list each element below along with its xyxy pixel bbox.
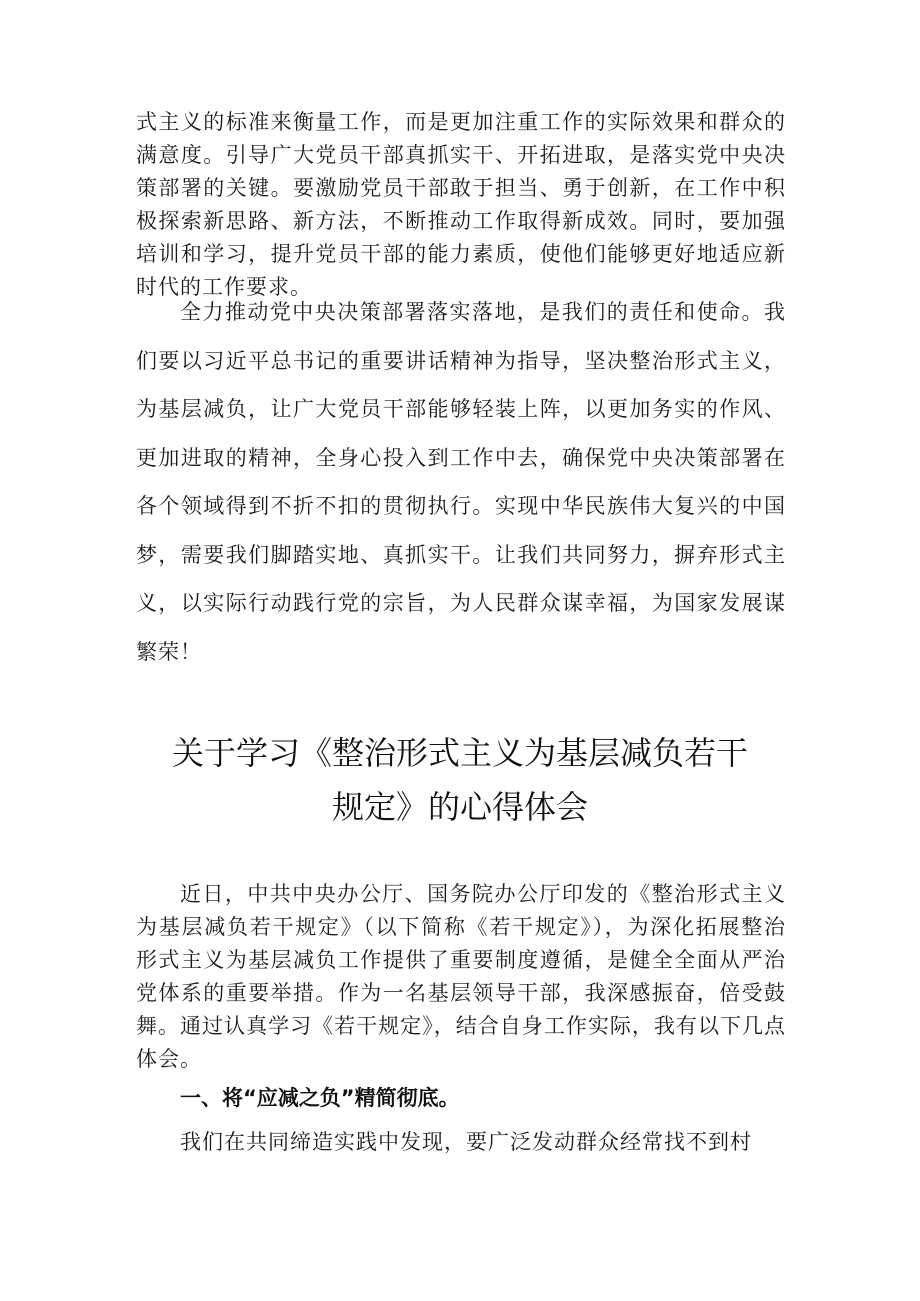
- title-line-1: 关于学习《整治形式主义为基层减负若干: [171, 734, 748, 772]
- document-title: [110, 726, 810, 834]
- section-heading-1: 一、将“应减之负”精简彻底。: [180, 1086, 460, 1110]
- body-paragraph-conclusion: 全力推动党中央决策部署落实落地，是我们的责任和使命。我们要以习近平总书记的重要讲话精神为指导，坚决整治形式主义，为基层减负，让广大党员干部能够轻装上阵，以更加务实的作风、更加进取的精神，全身心投入到工作中去，确保党中央决策部署在各个领域得到不折不扣的贯彻执行。实现中华民族伟大复兴的中国梦，需要我们脚踏实地、真抓实干。让我们共同努力，摒弃形式主义，以实际行动践行党的宗旨，为人民群众谋幸福，为国家发展谋繁荣！: [136, 300, 786, 664]
- body-paragraph-continued: 式主义的标准来衡量工作，而是更加注重工作的实际效果和群众的满意度。引导广大党员干部真抓实干、开拓进取，是落实党中央决策部署的关键。要激励党员干部敢于担当、勇于创新，在工作中积极探索新思路、新方法，不断推动工作取得新成效。同时，要加强培训和学习，提升党员干部的能力素质，使他们能够更好地适应新时代的工作要求。: [136, 110, 786, 299]
- title-line-2: 规定》的心得体会: [331, 788, 588, 826]
- body-paragraph-section-1: 我们在共同缔造实践中发现，要广泛发动群众经常找不到村: [180, 1130, 752, 1154]
- body-paragraph-intro: 近日，中共中央办公厅、国务院办公厅印发的《整治形式主义为基层减负若干规定》（以下简称《若干规定》），为深化拓展整治形式主义为基层减负工作提供了重要制度遵循，是健全全面从严治党体系的重要举措。作为一名基层领导干部，我深感振奋，倍受鼓舞。通过认真学习《若干规定》，结合自身工作实际，我有以下几点体会。: [136, 882, 786, 1071]
